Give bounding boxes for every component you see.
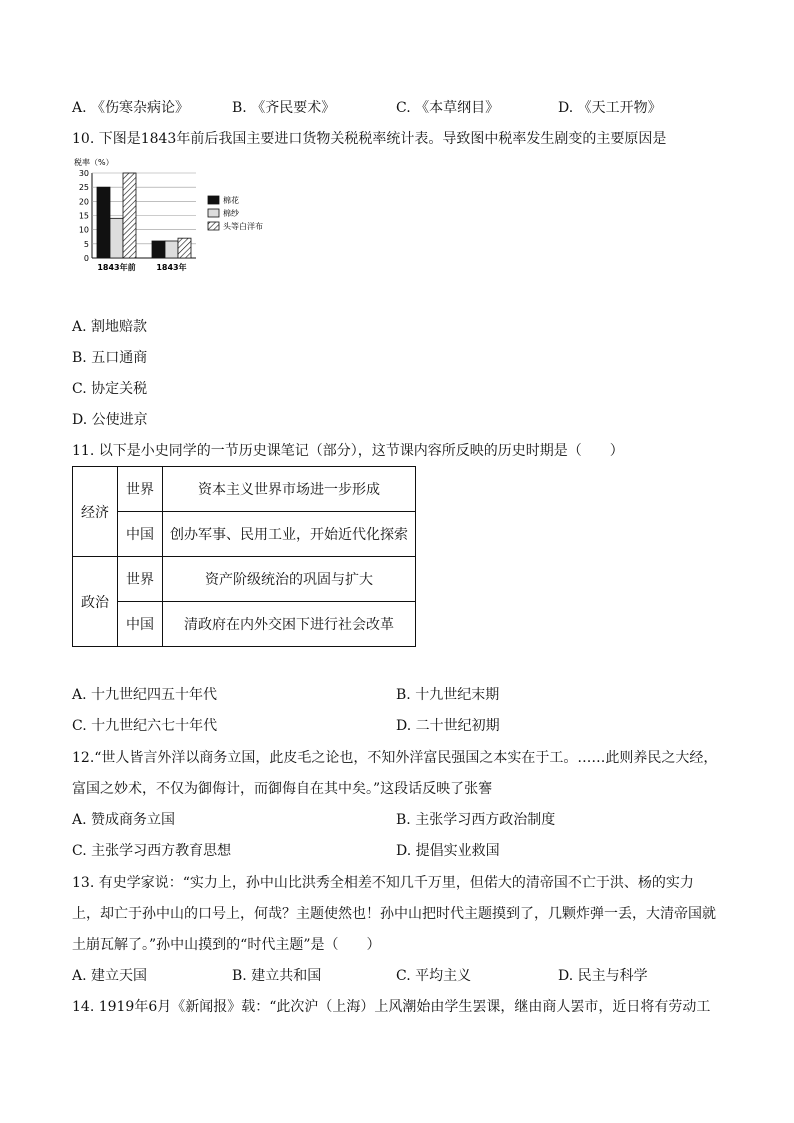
q11-option-d[interactable]: D. 二十世纪初期 [396, 718, 500, 734]
cell-econ-china: 创办军事、民用工业，开始近代化探索 [163, 512, 416, 557]
chart-category-label: 1843年前 [97, 263, 136, 272]
chart-legend-swatch [208, 222, 219, 230]
q12-option-b[interactable]: B. 主张学习西方政治制度 [396, 812, 556, 828]
q11-option-c[interactable]: C. 十九世纪六七十年代 [72, 718, 218, 734]
chart-legend-swatch [208, 209, 219, 217]
q13-stem-line3: 土崩瓦解了。”孙中山摸到的“时代主题”是（ ） [72, 937, 381, 953]
q10-option-b[interactable]: B. 五口通商 [72, 350, 148, 366]
chart-ytick-label: 30 [78, 169, 89, 178]
q11-option-b[interactable]: B. 十九世纪末期 [396, 687, 500, 703]
chart-bar [123, 173, 136, 258]
row-header-politics: 政治 [73, 557, 118, 647]
cell-econ-world: 资本主义世界市场进一步形成 [163, 467, 416, 512]
q10-option-d[interactable]: D. 公使进京 [72, 412, 148, 428]
q12-option-c[interactable]: C. 主张学习西方教育思想 [72, 843, 232, 859]
q13-option-c[interactable]: C. 平均主义 [396, 968, 472, 984]
q9-option-d[interactable]: D. 《天工开物》 [558, 100, 662, 116]
cell-world-label: 世界 [118, 557, 163, 602]
chart-legend-swatch [208, 196, 219, 204]
q12-stem-line2: 富国之妙术，不仅为御侮计，而御侮自在其中矣。”这段话反映了张謇 [72, 781, 493, 797]
q11-notes-table [72, 466, 416, 647]
q14-stem-line1: 14. 1919年6月《新闻报》载：“此次沪（上海）上风潮始由学生罢课，继由商人罢市，近日将有劳动工 [72, 999, 711, 1015]
chart-bar [110, 218, 123, 258]
chart-legend-label: 棉纱 [223, 209, 239, 218]
q9-option-a[interactable]: A. 《伤寒杂病论》 [72, 100, 190, 116]
chart-legend-label: 棉花 [223, 196, 239, 205]
chart-bar [165, 241, 178, 258]
q12-stem-line1: 12.“世人皆言外洋以商务立国，此皮毛之论也，不知外洋富民强国之本实在于工。……此则养民之大经， [72, 750, 718, 766]
q12-option-d[interactable]: D. 提倡实业救国 [396, 843, 500, 859]
q13-stem-line2: 上，却亡于孙中山的口号上，何哉？主题使然也！孙中山把时代主题摸到了，几颗炸弹一丢，大清帝国就 [72, 906, 716, 922]
q10-stem: 10. 下图是1843年前后我国主要进口货物关税税率统计表。导致图中税率发生剧变的主要原因是 [72, 131, 667, 147]
q13-stem-line1: 13. 有史学家说：“实力上，孙中山比洪秀全相差不知几千万里，但偌大的清帝国不亡于洪、杨的实力 [72, 875, 694, 891]
cell-pol-china: 清政府在内外交困下进行社会改革 [163, 602, 416, 647]
chart-ytick-label: 5 [83, 239, 89, 249]
q9-option-b[interactable]: B. 《齐民要术》 [232, 100, 336, 116]
q11-options-row2 [72, 716, 732, 736]
chart-bar [152, 241, 165, 258]
q11-stem: 11. 以下是小史同学的一节历史课笔记（部分），这节课内容所反映的历史时期是（ ） [72, 443, 624, 459]
q10-tariff-chart [72, 156, 292, 278]
q11-option-a[interactable]: A. 十九世纪四五十年代 [72, 687, 218, 703]
q9-option-c[interactable]: C. 《本草纲目》 [396, 100, 500, 116]
chart-ytick-label: 25 [78, 183, 89, 193]
chart-ytick-label: 10 [78, 225, 89, 235]
chart-bar [97, 187, 110, 258]
chart-ytick-label: 15 [78, 211, 89, 221]
q11-options-row1 [72, 685, 732, 705]
q13-options [72, 966, 732, 986]
q12-options-row1 [72, 810, 732, 830]
cell-world-label: 世界 [118, 467, 163, 512]
q13-option-a[interactable]: A. 建立天国 [72, 968, 148, 984]
chart-category-label: 1843年 [156, 263, 187, 272]
chart-legend-label: 头等白洋布 [223, 222, 263, 231]
cell-pol-world: 资产阶级统治的巩固与扩大 [163, 557, 416, 602]
chart-ytick-label: 0 [83, 254, 89, 263]
q13-option-b[interactable]: B. 建立共和国 [232, 968, 322, 984]
cell-china-label: 中国 [118, 602, 163, 647]
q10-option-a[interactable]: A. 割地赔款 [72, 319, 148, 335]
row-header-economy: 经济 [73, 467, 118, 557]
chart-ylabel: 税率（%） [74, 158, 114, 167]
chart-ytick-label: 20 [78, 197, 89, 207]
q10-option-c[interactable]: C. 协定关税 [72, 381, 148, 397]
q12-options-row2 [72, 841, 732, 861]
q13-option-d[interactable]: D. 民主与科学 [558, 968, 648, 984]
cell-china-label: 中国 [118, 512, 163, 557]
chart-bar [178, 238, 191, 258]
q9-options [72, 98, 732, 118]
q12-option-a[interactable]: A. 赞成商务立国 [72, 812, 176, 828]
